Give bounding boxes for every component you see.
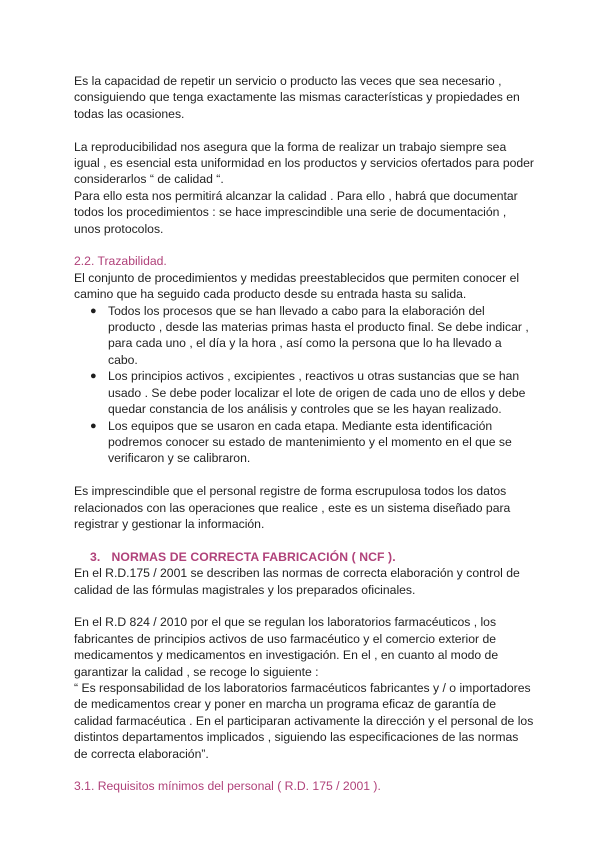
section-3-1-title: 3.1. Requisitos mínimos del personal ( R.D. 175 / 2001 ). (74, 779, 381, 794)
trazabilidad-list (74, 303, 534, 467)
section-3-paragraph-1: En el R.D.175 / 2001 se describen las normas de correcta elaboración y control de calidad de las fórmulas magistrales y los preparados oficinales. (74, 566, 520, 597)
spacer (74, 762, 534, 778)
list-item (90, 303, 534, 369)
bullet-icon: ● (90, 304, 97, 317)
section-2-2-closing: Es imprescindible que el personal registre de forma escrupulosa todos los datos relacionados con las operaciones que realice , este es un sistema diseñado para registrar y gestionar la información. (74, 484, 511, 531)
list-item-text: Los equipos que se usaron en cada etapa. Mediante esta identificación podremos conocer su estado de mantenimiento y el momento en el que se verificaron y se calibraron. (108, 418, 512, 466)
document-page (74, 73, 534, 795)
spacer (74, 237, 534, 253)
spacer (74, 532, 534, 548)
list-item-text: Todos los procesos que se han llevado a cabo para la elaboración del producto , desde las materias primas hasta el producto final. Se debe indicar , para cada uno , el día y la hora , así como la persona que lo ha llevado a cabo. (108, 303, 529, 367)
bullet-icon: ● (90, 419, 97, 432)
section-3-number: 3. (90, 549, 101, 564)
intro-paragraph-3: Para ello esta nos permitirá alcanzar la calidad . Para ello , habrá que documentar todos los procedimientos : se hace imprescindible una serie de documentación , unos protocolos. (74, 188, 518, 236)
spacer (74, 122, 534, 138)
spacer (74, 598, 534, 614)
section-3-quote: “ Es responsabilidad de los laboratorios farmacéuticos fabricantes y / o importadores de medicamentos crear y poner en marcha un programa eficaz de garantía de calidad farmacéutica . En el participaran activamente la dirección y el personal de los distintos departamentos implicados , siguiendo las especificaciones de las normas de correcta elaboración”. (74, 680, 534, 761)
section-3-paragraph-2: En el R.D 824 / 2010 por el que se regulan los laboratorios farmacéuticos , los fabricantes de principios activos de uso farmacéutico y el comercio exterior de medicamentos y medicamentos en investigación. En el , en cuanto al modo de garantizar la calidad , se recoge lo siguiente : (74, 615, 499, 679)
intro-paragraph-2: La reproducibilidad nos asegura que la forma de realizar un trabajo siempre sea igual , es esencial esta uniformidad en los productos y servicios ofertados para poder considerarlos “ de calidad “. (74, 139, 534, 187)
section-2-2-title: 2.2. Trazabilidad. (74, 254, 167, 269)
spacer (74, 467, 534, 483)
section-2-2-intro: El conjunto de procedimientos y medidas preestablecidos que permiten conocer el camino que ha seguido cada producto desde su entrada hasta su salida. (74, 270, 520, 302)
section-3-heading (74, 549, 534, 565)
section-3-title: NORMAS DE CORRECTA FABRICACIÓN ( NCF ). (111, 549, 396, 564)
list-item (90, 368, 534, 417)
bullet-icon: ● (90, 370, 97, 383)
intro-paragraph-1: Es la capacidad de repetir un servicio o producto las veces que sea necesario , consiguiendo que tenga exactamente las mismas características y propiedades en todas las ocasiones. (74, 74, 520, 121)
list-item (90, 418, 534, 467)
list-item-text: Los principios activos , excipientes , reactivos u otras sustancias que se han usado . Se debe poder localizar el lote de origen de cada uno de ellos y debe quedar constancia de los análisis y controles que se les hayan realizado. (108, 369, 526, 417)
